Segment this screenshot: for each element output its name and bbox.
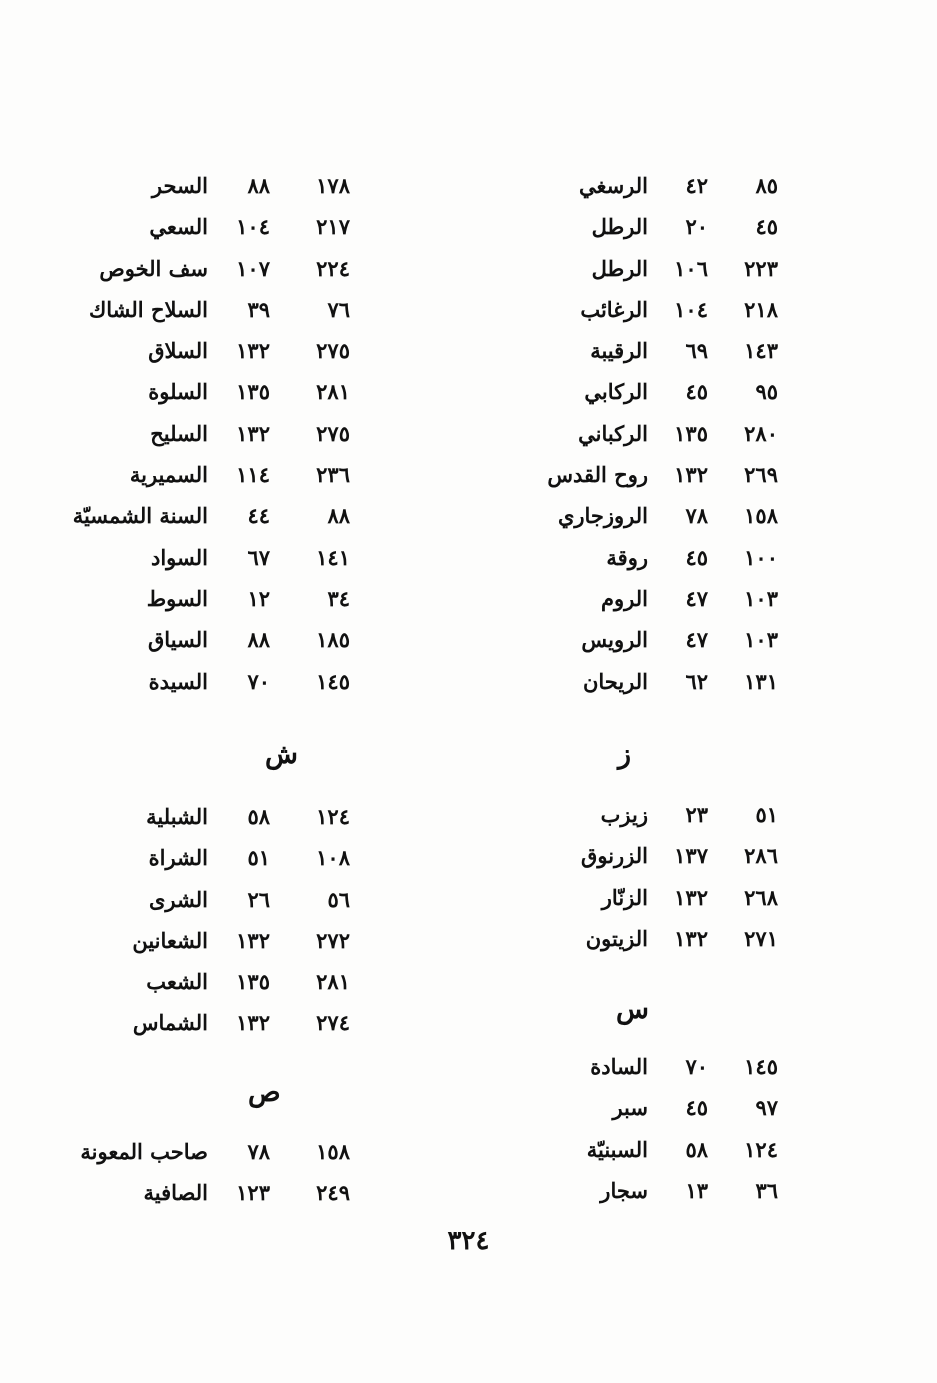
- entry-ref-number: ٢٦٩: [744, 462, 778, 488]
- index-entry-row: [40, 837, 460, 878]
- entry-ref-number: ١٠٣: [744, 585, 778, 611]
- entry-ref-number: ٣٤: [327, 585, 350, 611]
- index-entry-row: [478, 661, 898, 702]
- entry-ref-number: ٨٥: [755, 173, 778, 198]
- entry-term: الشبلية: [146, 804, 208, 829]
- entry-term: الرويس: [581, 627, 648, 653]
- index-entry-row: [40, 1131, 460, 1172]
- entry-page-number: ٧٨: [685, 503, 708, 529]
- entry-page-number: ٣٩: [247, 296, 270, 322]
- entry-ref-number: ٢٢٤: [316, 255, 350, 281]
- entry-term: السوط: [146, 585, 208, 611]
- index-entry-row: [40, 879, 460, 920]
- entry-ref-number: ٢٧٢: [316, 927, 350, 953]
- entry-ref-number: ٥٦: [327, 886, 350, 912]
- entry-page-number: ١٢٣: [236, 1180, 270, 1206]
- entry-ref-number: ٤٥: [755, 214, 778, 240]
- letter-heading-sin: س: [616, 994, 649, 1025]
- index-entry-row: [40, 248, 460, 289]
- index-entry-row: [40, 1172, 460, 1213]
- entry-ref-number: ١٢٤: [744, 1136, 778, 1162]
- entry-page-number: ٥١: [247, 845, 270, 871]
- entry-ref-number: ١٠٠: [744, 544, 778, 570]
- index-entry-row: [40, 413, 460, 454]
- entry-ref-number: ٢٦٨: [744, 884, 778, 910]
- entry-page-number: ٢٠: [685, 214, 708, 240]
- entry-page-number: ١٣٥: [236, 969, 270, 995]
- entry-term: السنة الشمسيّة: [72, 503, 208, 529]
- index-entry-row: [478, 877, 898, 918]
- entry-ref-number: ١٧٨: [316, 173, 350, 198]
- entry-term: السحر: [151, 173, 208, 198]
- entry-term: زيزب: [600, 802, 648, 827]
- index-entry-row: [478, 835, 898, 876]
- index-entry-row: [478, 918, 898, 959]
- entry-term: الشراة: [148, 845, 208, 871]
- index-block-sad: [40, 1131, 460, 1214]
- index-block-ra: [478, 165, 898, 702]
- entry-term: صاحب المعونة: [80, 1139, 208, 1164]
- entry-ref-number: ٢٨٦: [744, 843, 778, 869]
- entry-term: الصافية: [143, 1180, 208, 1206]
- entry-page-number: ١٠٤: [674, 296, 708, 322]
- entry-page-number: ٦٢: [685, 668, 708, 694]
- index-entry-row: [40, 578, 460, 619]
- entry-ref-number: ١٣١: [744, 668, 778, 694]
- entry-page-number: ١٣٢: [236, 927, 270, 953]
- entry-page-number: ٤٧: [685, 627, 708, 653]
- entry-term: الشرى: [149, 886, 208, 912]
- entry-page-number: ١٣٢: [236, 338, 270, 364]
- entry-ref-number: ٢٣٦: [316, 462, 350, 488]
- entry-term: سبر: [612, 1095, 648, 1121]
- index-entry-row: [478, 1170, 898, 1211]
- index-column-right: [478, 0, 898, 1383]
- index-entry-row: [478, 371, 898, 412]
- entry-term: سف الخوص: [99, 255, 208, 281]
- entry-page-number: ١٣٥: [236, 379, 270, 405]
- entry-ref-number: ٢١٧: [316, 214, 350, 240]
- entry-term: السياق: [148, 627, 208, 653]
- entry-ref-number: ٣٦: [755, 1177, 778, 1203]
- index-entry-row: [478, 1087, 898, 1128]
- entry-ref-number: ١٥٨: [316, 1139, 350, 1164]
- entry-ref-number: ١٤٣: [744, 338, 778, 364]
- index-entry-row: [40, 495, 460, 536]
- index-entry-row: [40, 330, 460, 371]
- index-block-shin: [40, 796, 460, 1044]
- index-entry-row: [478, 413, 898, 454]
- entry-page-number: ٤٧: [685, 585, 708, 611]
- index-entry-row: [40, 537, 460, 578]
- entry-ref-number: ٢٧٤: [316, 1010, 350, 1036]
- letter-heading-zay: ز: [618, 739, 632, 770]
- index-entry-row: [40, 371, 460, 412]
- entry-page-number: ٦٧: [247, 544, 270, 570]
- entry-ref-number: ٢٨٠: [744, 420, 778, 446]
- entry-page-number: ٧٨: [247, 1139, 270, 1164]
- entry-page-number: ١٠٤: [236, 214, 270, 240]
- entry-term: السيدة: [148, 668, 208, 694]
- entry-term: الشعانين: [132, 927, 208, 953]
- entry-term: الزيتون: [585, 925, 648, 951]
- index-entry-row: [478, 330, 898, 371]
- entry-term: السواد: [150, 544, 208, 570]
- entry-ref-number: ٩٥: [755, 379, 778, 405]
- index-entry-row: [478, 1046, 898, 1087]
- entry-page-number: ٤٢: [685, 173, 708, 198]
- index-entry-row: [478, 578, 898, 619]
- index-entry-row: [40, 289, 460, 330]
- entry-ref-number: ٢١٨: [744, 296, 778, 322]
- entry-ref-number: ١٠٣: [744, 627, 778, 653]
- entry-term: السلاق: [148, 338, 208, 364]
- entry-term: الرسغي: [578, 173, 648, 198]
- entry-page-number: ٨٨: [247, 627, 270, 653]
- letter-heading-shin: ش: [265, 739, 298, 770]
- index-entry-row: [40, 619, 460, 660]
- index-entry-row: [40, 454, 460, 495]
- entry-term: الريحان: [582, 668, 648, 694]
- entry-ref-number: ٢٨١: [316, 379, 350, 405]
- index-entry-row: [478, 619, 898, 660]
- index-block-sin-cont: [40, 165, 460, 702]
- entry-page-number: ٧٠: [685, 1054, 708, 1079]
- entry-page-number: ١٠٦: [674, 255, 708, 281]
- entry-page-number: ٢٣: [685, 802, 708, 827]
- entry-ref-number: ١٥٨: [744, 503, 778, 529]
- entry-page-number: ١٣٢: [236, 420, 270, 446]
- entry-term: الركابي: [584, 379, 648, 405]
- index-entry-row: [40, 206, 460, 247]
- entry-term: السلاح الشاك: [88, 296, 208, 322]
- index-entry-row: [478, 537, 898, 578]
- index-entry-row: [478, 794, 898, 835]
- entry-page-number: ١١٤: [236, 462, 270, 488]
- index-entry-row: [478, 495, 898, 536]
- entry-term: سجار: [600, 1177, 648, 1203]
- index-entry-row: [40, 961, 460, 1002]
- index-column-left: [40, 0, 460, 1383]
- entry-page-number: ٢٦: [247, 886, 270, 912]
- entry-page-number: ٥٨: [247, 804, 270, 829]
- entry-ref-number: ١٨٥: [316, 627, 350, 653]
- index-block-zay: [478, 794, 898, 959]
- index-entry-row: [478, 165, 898, 206]
- entry-term: الزنّار: [601, 884, 648, 910]
- entry-ref-number: ٢٢٣: [744, 255, 778, 281]
- entry-term: السبنيّة: [586, 1136, 648, 1162]
- index-entry-row: [478, 206, 898, 247]
- entry-term: الشماس: [132, 1010, 208, 1036]
- index-entry-row: [40, 165, 460, 206]
- entry-term: الرقيبة: [590, 338, 648, 364]
- entry-term: السميرية: [129, 462, 208, 488]
- entry-ref-number: ٢٧١: [744, 925, 778, 951]
- entry-ref-number: ٢٨١: [316, 969, 350, 995]
- entry-term: الروزجاري: [557, 503, 648, 529]
- index-entry-row: [478, 248, 898, 289]
- entry-term: السلوة: [148, 379, 208, 405]
- entry-page-number: ١٣٢: [236, 1010, 270, 1036]
- entry-ref-number: ٨٨: [327, 503, 350, 529]
- entry-page-number: ١٣٧: [674, 843, 708, 869]
- index-entry-row: [40, 661, 460, 702]
- letter-heading-sad: ص: [248, 1077, 281, 1108]
- entry-term: روح القدس: [547, 462, 648, 488]
- entry-term: السادة: [590, 1054, 648, 1079]
- entry-page-number: ٥٨: [685, 1136, 708, 1162]
- entry-page-number: ١٣٢: [674, 462, 708, 488]
- entry-page-number: ٤٥: [685, 379, 708, 405]
- entry-term: السعي: [149, 214, 208, 240]
- entry-ref-number: ٧٦: [327, 296, 350, 322]
- entry-ref-number: ١٤٥: [316, 668, 350, 694]
- entry-page-number: ١٣: [685, 1177, 708, 1203]
- entry-ref-number: ١٢٤: [316, 804, 350, 829]
- entry-page-number: ٧٠: [247, 668, 270, 694]
- entry-term: الروم: [601, 585, 648, 611]
- entry-page-number: ١٣٢: [674, 925, 708, 951]
- entry-term: الركباني: [578, 420, 648, 446]
- index-block-sin: [478, 1046, 898, 1211]
- entry-page-number: ١٣٢: [674, 884, 708, 910]
- entry-ref-number: ١٤١: [316, 544, 350, 570]
- entry-ref-number: ٥١: [755, 802, 778, 827]
- entry-page-number: ١٢: [247, 585, 270, 611]
- entry-term: الرطل: [591, 214, 648, 240]
- entry-page-number: ٨٨: [247, 173, 270, 198]
- entry-page-number: ٤٥: [685, 1095, 708, 1121]
- entry-term: السليح: [150, 420, 208, 446]
- index-entry-row: [40, 796, 460, 837]
- index-entry-row: [478, 1129, 898, 1170]
- entry-page-number: ١٣٥: [674, 420, 708, 446]
- entry-term: روقة: [606, 544, 648, 570]
- entry-ref-number: ٢٤٩: [316, 1180, 350, 1206]
- entry-ref-number: ٢٧٥: [316, 420, 350, 446]
- entry-page-number: ١٠٧: [236, 255, 270, 281]
- entry-ref-number: ١٠٨: [316, 845, 350, 871]
- page-number: ٣٢٤: [447, 1226, 490, 1256]
- entry-term: الرغائب: [580, 296, 648, 322]
- index-entry-row: [40, 920, 460, 961]
- entry-page-number: ٤٥: [685, 544, 708, 570]
- entry-term: الشعب: [146, 969, 208, 995]
- index-entry-row: [40, 1002, 460, 1043]
- entry-page-number: ٤٤: [247, 503, 270, 529]
- entry-page-number: ٦٩: [685, 338, 708, 364]
- index-entry-row: [478, 289, 898, 330]
- entry-term: الرطل: [591, 255, 648, 281]
- entry-ref-number: ٩٧: [755, 1095, 778, 1121]
- entry-ref-number: ٢٧٥: [316, 338, 350, 364]
- entry-ref-number: ١٤٥: [744, 1054, 778, 1079]
- index-entry-row: [478, 454, 898, 495]
- entry-term: الزرنوق: [581, 843, 648, 869]
